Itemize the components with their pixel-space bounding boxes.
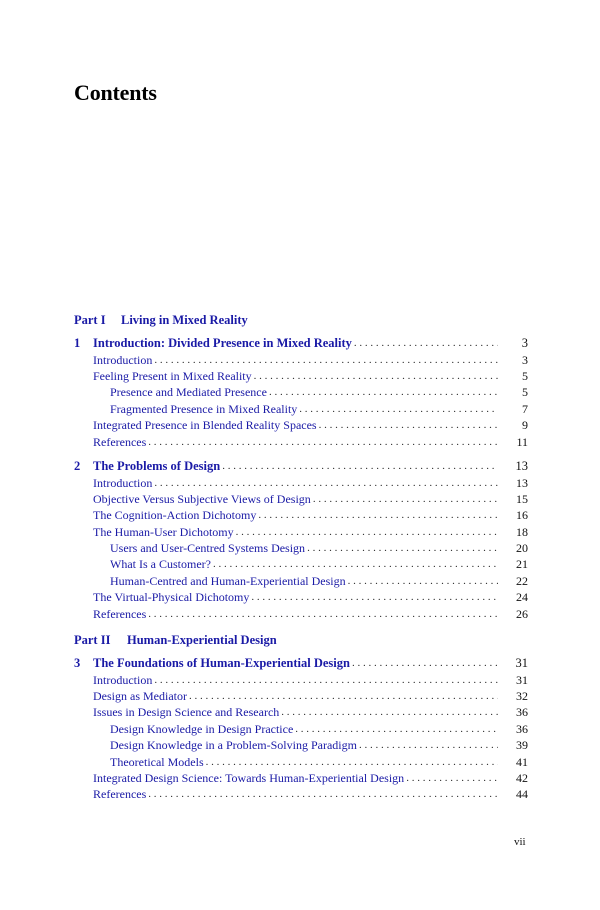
dot-leader bbox=[254, 368, 498, 384]
subsection-title[interactable]: Fragmented Presence in Mixed Reality bbox=[110, 401, 298, 416]
toc-section[interactable] bbox=[74, 672, 528, 688]
section-title[interactable]: Introduction bbox=[93, 352, 153, 367]
section-title[interactable]: Introduction bbox=[93, 475, 153, 490]
subsection-title[interactable]: Theoretical Models bbox=[110, 754, 204, 769]
toc-subsection[interactable] bbox=[74, 573, 528, 589]
chapter-number: 2 bbox=[74, 458, 81, 473]
dot-leader bbox=[236, 524, 498, 540]
dot-leader bbox=[154, 672, 498, 688]
dot-leader bbox=[281, 704, 498, 720]
section-title[interactable]: References bbox=[93, 434, 147, 449]
page-ref: 44 bbox=[516, 787, 528, 802]
toc-subsection[interactable] bbox=[74, 401, 528, 417]
chapter-title[interactable]: Introduction: Divided Presence in Mixed Reality bbox=[93, 336, 352, 350]
chapter-3-block bbox=[74, 655, 528, 803]
section-title[interactable]: Design as Mediator bbox=[93, 689, 187, 704]
subsection-title[interactable]: Human-Centred and Human-Experiential Design bbox=[110, 573, 346, 588]
toc-section[interactable] bbox=[74, 606, 528, 622]
page-ref: 3 bbox=[521, 336, 528, 350]
part-title: Living in Mixed Reality bbox=[121, 313, 248, 327]
dot-leader bbox=[258, 507, 498, 523]
dot-leader bbox=[222, 458, 498, 475]
page-ref: 13 bbox=[515, 458, 528, 473]
toc-chapter-3[interactable] bbox=[74, 655, 528, 672]
toc-subsection[interactable] bbox=[74, 754, 528, 770]
page-ref: 20 bbox=[516, 541, 528, 556]
part-title: Human-Experiential Design bbox=[127, 633, 277, 648]
page-ref: 21 bbox=[516, 557, 528, 572]
dot-leader bbox=[406, 770, 498, 786]
dot-leader bbox=[352, 655, 498, 672]
page-ref: 11 bbox=[516, 434, 528, 449]
page-ref: 32 bbox=[516, 689, 528, 704]
section-title[interactable]: References bbox=[93, 787, 147, 802]
page-ref: 31 bbox=[516, 672, 528, 687]
page-ref: 39 bbox=[516, 738, 528, 753]
page-ref: 5 bbox=[522, 385, 528, 400]
section-title[interactable]: References bbox=[93, 606, 147, 621]
dot-leader bbox=[299, 401, 498, 417]
page-ref: 41 bbox=[516, 754, 528, 769]
dot-leader bbox=[206, 754, 498, 770]
dot-leader bbox=[354, 335, 498, 352]
dot-leader bbox=[313, 491, 498, 507]
dot-leader bbox=[269, 384, 498, 400]
page-ref: 15 bbox=[516, 491, 528, 506]
dot-leader bbox=[295, 721, 498, 737]
page-ref: 3 bbox=[522, 352, 528, 367]
chapter-number: 1 bbox=[74, 336, 81, 350]
subsection-title[interactable]: Design Knowledge in Design Practice bbox=[110, 721, 294, 736]
subsection-title[interactable]: Users and User-Centred Systems Design bbox=[110, 541, 306, 556]
section-title[interactable]: The Cognition-Action Dichotomy bbox=[93, 508, 257, 523]
dot-leader bbox=[348, 573, 498, 589]
page-ref: 22 bbox=[516, 573, 528, 588]
toc-subsection[interactable] bbox=[74, 721, 528, 737]
dot-leader bbox=[359, 737, 498, 753]
dot-leader bbox=[154, 352, 498, 368]
chapter-title[interactable]: The Problems of Design bbox=[93, 458, 221, 473]
dot-leader bbox=[148, 606, 498, 622]
toc-subsection[interactable] bbox=[74, 384, 528, 400]
toc-section[interactable] bbox=[74, 417, 528, 433]
chapter-1-block bbox=[74, 335, 528, 450]
toc-subsection[interactable] bbox=[74, 737, 528, 753]
page-ref: 42 bbox=[516, 770, 528, 785]
toc-section[interactable] bbox=[74, 589, 528, 605]
dot-leader bbox=[154, 475, 498, 491]
part-label: Part II bbox=[74, 633, 111, 648]
section-title[interactable]: The Virtual-Physical Dichotomy bbox=[93, 590, 250, 605]
subsection-title[interactable]: Presence and Mediated Presence bbox=[110, 385, 267, 400]
page-ref: 5 bbox=[522, 368, 528, 383]
toc-section[interactable] bbox=[74, 786, 528, 802]
chapter-number: 3 bbox=[74, 656, 81, 671]
page-title: Contents bbox=[74, 80, 157, 105]
toc-subsection[interactable] bbox=[74, 540, 528, 556]
section-title[interactable]: The Human-User Dichotomy bbox=[93, 524, 234, 539]
page-ref: 7 bbox=[522, 401, 528, 416]
toc-chapter-1[interactable] bbox=[74, 335, 528, 352]
toc-section[interactable] bbox=[74, 770, 528, 786]
page-ref: 24 bbox=[516, 590, 528, 605]
page-folio: vii bbox=[514, 836, 526, 848]
page-ref: 36 bbox=[516, 705, 528, 720]
subsection-title[interactable]: Design Knowledge in a Problem-Solving Paradigm bbox=[110, 738, 357, 753]
toc-section[interactable] bbox=[74, 524, 528, 540]
page-ref: 36 bbox=[516, 721, 528, 736]
section-title[interactable]: Integrated Design Science: Towards Human-Experiential Design bbox=[93, 770, 405, 785]
chapter-2-block bbox=[74, 458, 528, 622]
dot-leader bbox=[148, 786, 498, 802]
page-ref: 26 bbox=[516, 606, 528, 621]
dot-leader bbox=[251, 589, 498, 605]
subsection-title[interactable]: What Is a Customer? bbox=[110, 557, 211, 572]
toc-part-2[interactable] bbox=[74, 632, 528, 649]
page-ref: 31 bbox=[515, 656, 528, 671]
section-title[interactable]: Issues in Design Science and Research bbox=[93, 705, 280, 720]
chapter-title[interactable]: The Foundations of Human-Experiential Design bbox=[93, 656, 350, 671]
dot-leader bbox=[189, 688, 498, 704]
page-ref: 16 bbox=[516, 508, 528, 523]
toc-section[interactable] bbox=[74, 491, 528, 507]
toc-section[interactable] bbox=[74, 475, 528, 491]
dot-leader bbox=[213, 556, 498, 572]
page-ref: 18 bbox=[516, 524, 528, 539]
page-ref: 13 bbox=[516, 475, 528, 490]
toc-section[interactable] bbox=[74, 352, 528, 368]
section-title[interactable]: Integrated Presence in Blended Reality Spaces bbox=[93, 418, 317, 433]
toc-section[interactable] bbox=[74, 507, 528, 523]
toc-section[interactable] bbox=[74, 688, 528, 704]
part-label: Part I bbox=[74, 313, 106, 327]
toc-section[interactable] bbox=[74, 368, 528, 384]
toc-section[interactable] bbox=[74, 704, 528, 720]
table-of-contents bbox=[74, 312, 528, 811]
section-title[interactable]: Objective Versus Subjective Views of Design bbox=[93, 491, 311, 506]
dot-leader bbox=[307, 540, 498, 556]
toc-subsection[interactable] bbox=[74, 556, 528, 572]
toc-section[interactable] bbox=[74, 434, 528, 450]
page-ref: 9 bbox=[522, 418, 528, 433]
toc-part-1[interactable] bbox=[74, 312, 528, 329]
dot-leader bbox=[319, 417, 498, 433]
section-title[interactable]: Introduction bbox=[93, 672, 153, 687]
toc-chapter-2[interactable] bbox=[74, 458, 528, 475]
dot-leader bbox=[148, 434, 498, 450]
section-title[interactable]: Feeling Present in Mixed Reality bbox=[93, 368, 252, 383]
